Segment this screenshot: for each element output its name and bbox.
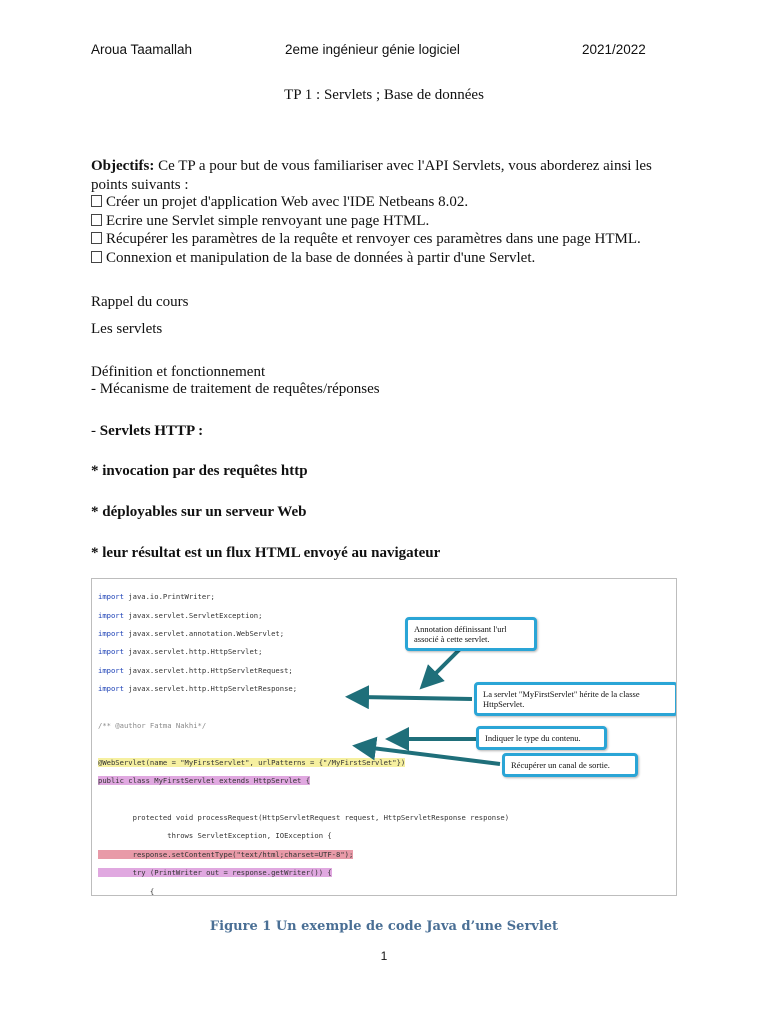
callout-type: Indiquer le type du contenu. [476,726,607,750]
callout-canal: Récupérer un canal de sortie. [502,753,638,777]
callout-herite: La servlet "MyFirstServlet" hérite de la classe HttpServlet. [474,682,677,716]
objective-item: Connexion et manipulation de la base de données à partir d'une Servlet. [91,250,535,267]
code-figure [91,578,677,896]
code-line: protected void processRequest(HttpServletRequest request, HttpServletResponse response) [98,813,510,823]
objective-item: Créer un projet d'application Web avec l'IDE Netbeans 8.02. [91,194,468,211]
checkbox-icon [91,195,102,207]
objectives-text: Ce TP a pour but de vous familiariser avec l'API Servlets, vous aborderez ainsi les points suivants : [91,158,652,193]
mecanisme-line: - Mécanisme de traitement de requêtes/réponses [91,381,380,397]
code-line: public class MyFirstServlet extends HttpServlet { [98,776,311,786]
resultat-line: * leur résultat est un flux HTML envoyé au navigateur [91,545,441,561]
checkbox-icon [91,251,102,263]
objectives-paragraph [91,157,691,195]
checkbox-icon [91,214,102,226]
definition-line: Définition et fonctionnement [91,364,266,380]
header-course: 2eme ingénieur génie logiciel [285,42,460,57]
objective-item: Récupérer les paramètres de la requête et renvoyer ces paramètres dans une page HTML. [91,231,641,248]
objective-item: Ecrire une Servlet simple renvoyant une page HTML. [91,213,429,230]
code-line: try (PrintWriter out = response.getWriter()) { [98,868,332,878]
deployables-line: * déployables sur un serveur Web [91,504,307,520]
servlets-http-line: - Servlets HTTP : [91,423,204,439]
code-line: @WebServlet(name = "MyFirstServlet", urlPatterns = {"/MyFirstServlet"}) [98,757,406,767]
page-title: TP 1 : Servlets ; Base de données [284,87,484,103]
code-line: import javax.servlet.http.HttpServletRequest; [98,665,293,675]
code-line: import javax.servlet.http.HttpServletResponse; [98,684,298,694]
code-line: throws ServletException, IOException { [98,831,332,841]
code-line: { [98,886,155,896]
checkbox-icon [91,232,102,244]
figure-caption: Figure 1 Un exemple de code Java d’une Servlet [209,919,559,934]
header-author: Aroua Taamallah [91,42,193,57]
code-line: import javax.servlet.ServletException; [98,610,263,620]
code-line: response.setContentType("text/html;charset=UTF-8"); [98,849,354,859]
servlets-heading: Les servlets [91,321,163,337]
code-line: import javax.servlet.annotation.WebServlet; [98,629,285,639]
code-line: /** @author Fatma Nakhi*/ [98,721,207,731]
code-line: import javax.servlet.http.HttpServlet; [98,647,263,657]
rappel-heading: Rappel du cours [91,294,189,310]
callout-annotation: Annotation définissant l'url associé à cette servlet. [405,617,537,651]
page-number: 1 [380,949,388,963]
invocation-line: * invocation par des requêtes http [91,463,308,479]
objectives-label: Objectifs: [91,158,155,174]
code-line: import java.io.PrintWriter; [98,592,215,602]
header-year: 2021/2022 [582,42,646,57]
